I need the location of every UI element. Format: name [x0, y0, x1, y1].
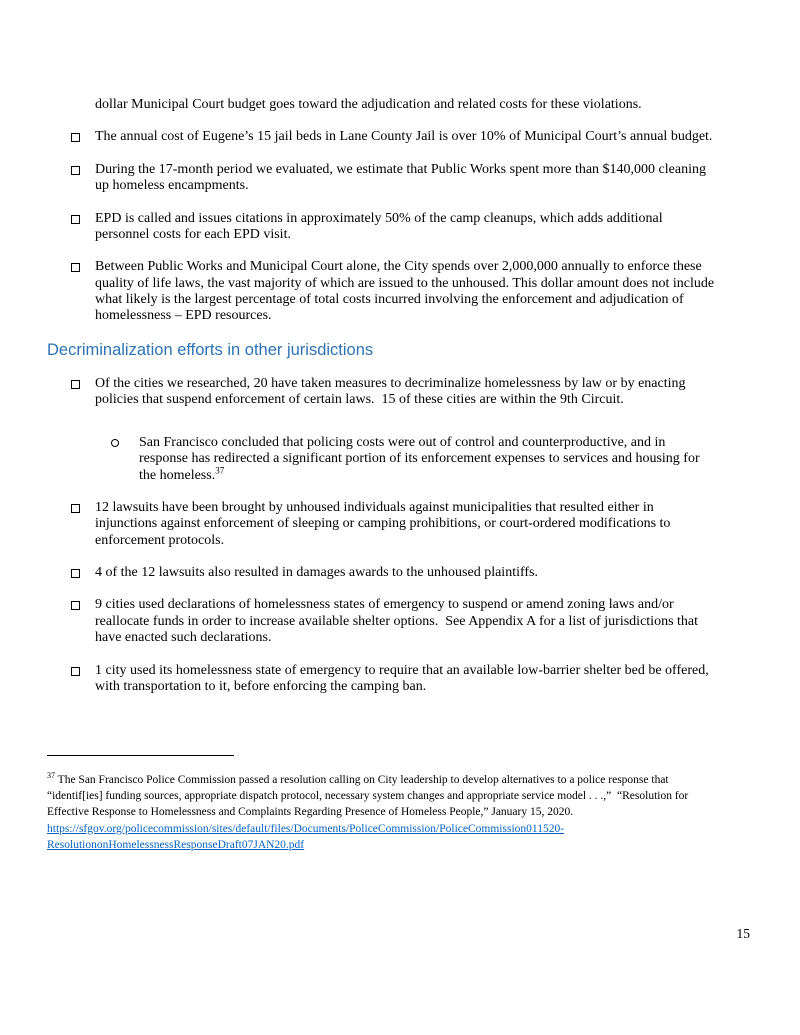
footnote-area: [47, 755, 715, 852]
paragraph-continuation: dollar Municipal Court budget goes toward the adjudication and related costs for these violations.: [95, 97, 642, 112]
footnote-body: The San Francisco Police Commission passed a resolution calling on City leadership to develop alternatives to a police response that “identif[ies] funding sources, appropriate dispatch protocol, necessary system changes and appropriate service model . . .,” “Resolution for Effective Response to Homelessness and Complaints Regarding Presence of Homeless People,” January 15, 2020.: [47, 774, 692, 819]
square-bullet-icon: [71, 504, 80, 513]
section-heading: Decriminalization efforts in other jurisdictions: [47, 340, 374, 359]
link-line[interactable]: ResolutiononHomelessnessResponseDraft07JAN20.pdf: [47, 838, 305, 851]
bullet-text: 4 of the 12 lawsuits also resulted in damages awards to the unhoused plaintiffs.: [95, 565, 538, 581]
bullet-item: [47, 129, 715, 145]
bullet-text: 12 lawsuits have been brought by unhoused individuals against municipalities that resulted either in injunctions against enforcement of sleeping or camping prohibitions, or court-ordered modifications to enforcement protocols.: [95, 499, 674, 548]
sub-bullet-body: San Francisco concluded that policing costs were out of control and counterproductive, and in response has redirected a significant portion of its enforcement expenses to services and housing for the homeless.: [139, 434, 704, 483]
bullet-text: 9 cities used declarations of homelessness states of emergency to suspend or amend zoning laws and/or reallocate funds in order to increase available shelter options. See Appendix A for a list of jurisdictions that have enacted such declarations.: [95, 597, 702, 646]
footnote-separator: [47, 755, 234, 756]
square-bullet-icon: [71, 380, 80, 389]
circle-bullet-icon: [111, 439, 119, 447]
square-bullet-icon: [71, 215, 80, 224]
bullet-item: [47, 500, 715, 549]
square-bullet-icon: [71, 601, 80, 610]
bullet-text: The annual cost of Eugene’s 15 jail beds in Lane County Jail is over 10% of Municipal Court’s annual budget.: [95, 129, 713, 145]
square-bullet-icon: [71, 569, 80, 578]
square-bullet-icon: [71, 667, 80, 676]
footnote-marker: 37: [47, 771, 55, 781]
sub-bullet-text: [139, 435, 715, 484]
bullet-item: [47, 211, 715, 244]
footnote-reference: 37: [215, 464, 225, 475]
footnote-hyperlink[interactable]: [47, 821, 715, 853]
square-bullet-icon: [71, 166, 80, 175]
bullet-text: Between Public Works and Municipal Court alone, the City spends over 2,000,000 annually to enforce these quality of life laws, the vast majority of which are issued to the unhoused. This dollar amount does not include what likely is the largest percentage of total costs incurred involving the enforcement and adjudication of homelessness – EPD resources.: [95, 259, 718, 324]
sub-bullet-item: [47, 435, 715, 484]
bullet-text: EPD is called and issues citations in approximately 50% of the camp cleanups, which adds additional personnel costs for each EPD visit.: [95, 210, 667, 242]
bullet-text: Of the cities we researched, 20 have taken measures to decriminalize homelessness by law or by enacting policies that suspend enforcement of certain laws. 15 of these cities are within the 9th Circuit.: [95, 376, 690, 408]
bullet-item: [47, 376, 715, 409]
footnote: [47, 772, 715, 820]
page-number: 15: [736, 926, 750, 941]
bullet-item: [47, 162, 715, 195]
bullet-item: [47, 663, 715, 696]
square-bullet-icon: [71, 133, 80, 142]
bullet-text: 1 city used its homelessness state of emergency to require that an available low-barrier shelter bed be offered, with transportation to it, before enforcing the camping ban.: [95, 662, 713, 694]
bullet-item: [47, 597, 715, 646]
bullet-text: During the 17-month period we evaluated, we estimate that Public Works spent more than $140,000 cleaning up homeless encampments.: [95, 161, 710, 194]
bullet-item: [47, 259, 718, 325]
square-bullet-icon: [71, 263, 80, 272]
link-line[interactable]: https://sfgov.org/policecommission/sites/default/files/Documents/PoliceCommission/PoliceCommission011520-: [47, 822, 565, 835]
bullet-item: [47, 565, 715, 581]
